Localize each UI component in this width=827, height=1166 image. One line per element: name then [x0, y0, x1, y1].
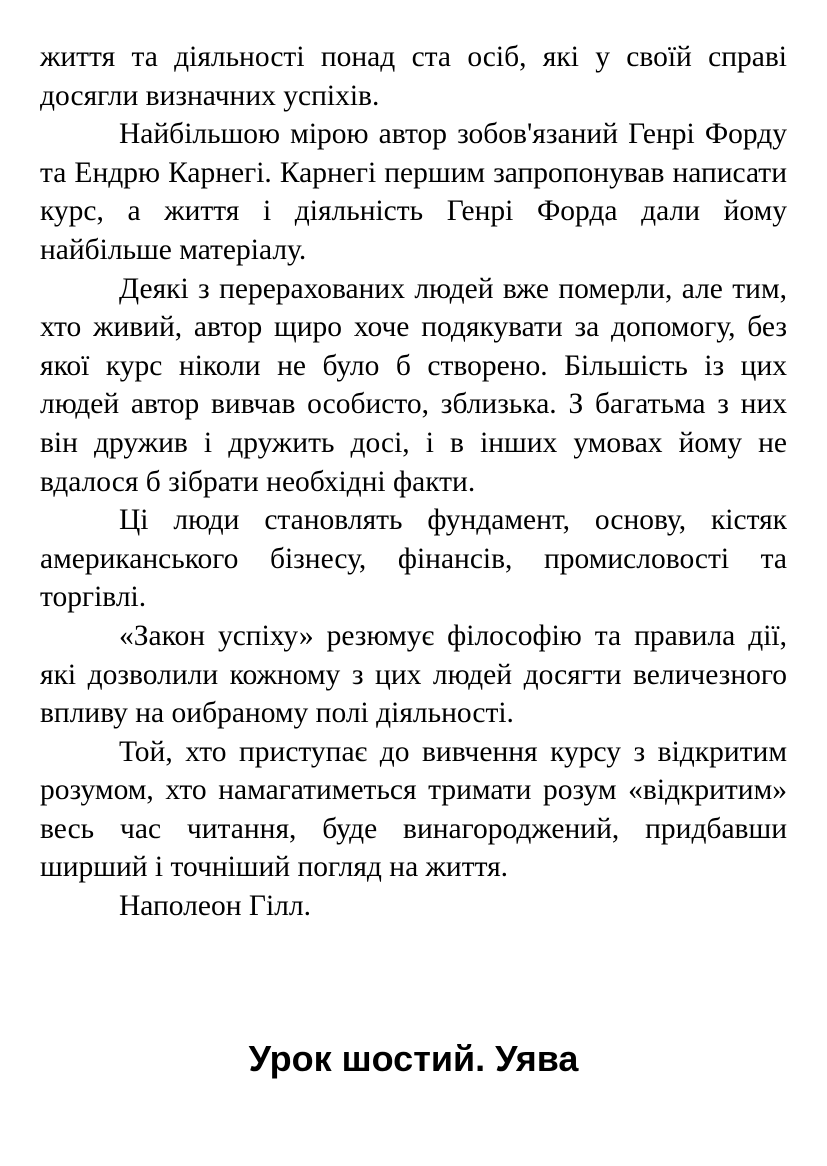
paragraph-thanks: Деякі з перерахованих людей вже померли, але тим, хто живий, автор щиро хоче подякувати за допомогу, без якої курс ніколи не було б створено. Більшість із цих людей автор вивчав особисто, зблизька. З багатьма з них він дружив і дружить досі, і в інших умовах йому не вдалося б зібрати необхідні факти. [40, 272, 787, 498]
author-signature: Наполеон Гілл. [119, 890, 311, 923]
lesson-title: Урок шостий. Уява [248, 1038, 579, 1079]
paragraph-continuation: життя та діяльності понад ста осіб, які у своїй справі досягли визначних успіхів. [40, 41, 787, 112]
paragraph-foundation: Ці люди становлять фундамент, основу, кістяк американського бізнесу, фінансів, промисловості та торгівлі. [40, 504, 787, 614]
paragraph-acknowledgement-ford-carnegie: Найбільшою мірою автор зобов'язаний Генрі Форду та Ендрю Карнегі. Карнегі першим запропонував написати курс, а життя і діяльність Генрі Форда дали йому найбільше матеріалу. [40, 118, 787, 266]
paragraph-law-of-success: «Закон успіху» резюмує філософію та правила дії, які дозволили кожному з цих людей досягти величезного впливу на оибраному полі діяльності. [40, 619, 787, 730]
paragraph-open-mind: Той, хто приступає до вивчення курсу з відкритим розумом, хто намагатиметься тримати розум «відкритим» весь час читання, буде винагороджений, придбавши ширший і точніший погляд на життя. [40, 735, 787, 884]
document-page [40, 38, 787, 926]
